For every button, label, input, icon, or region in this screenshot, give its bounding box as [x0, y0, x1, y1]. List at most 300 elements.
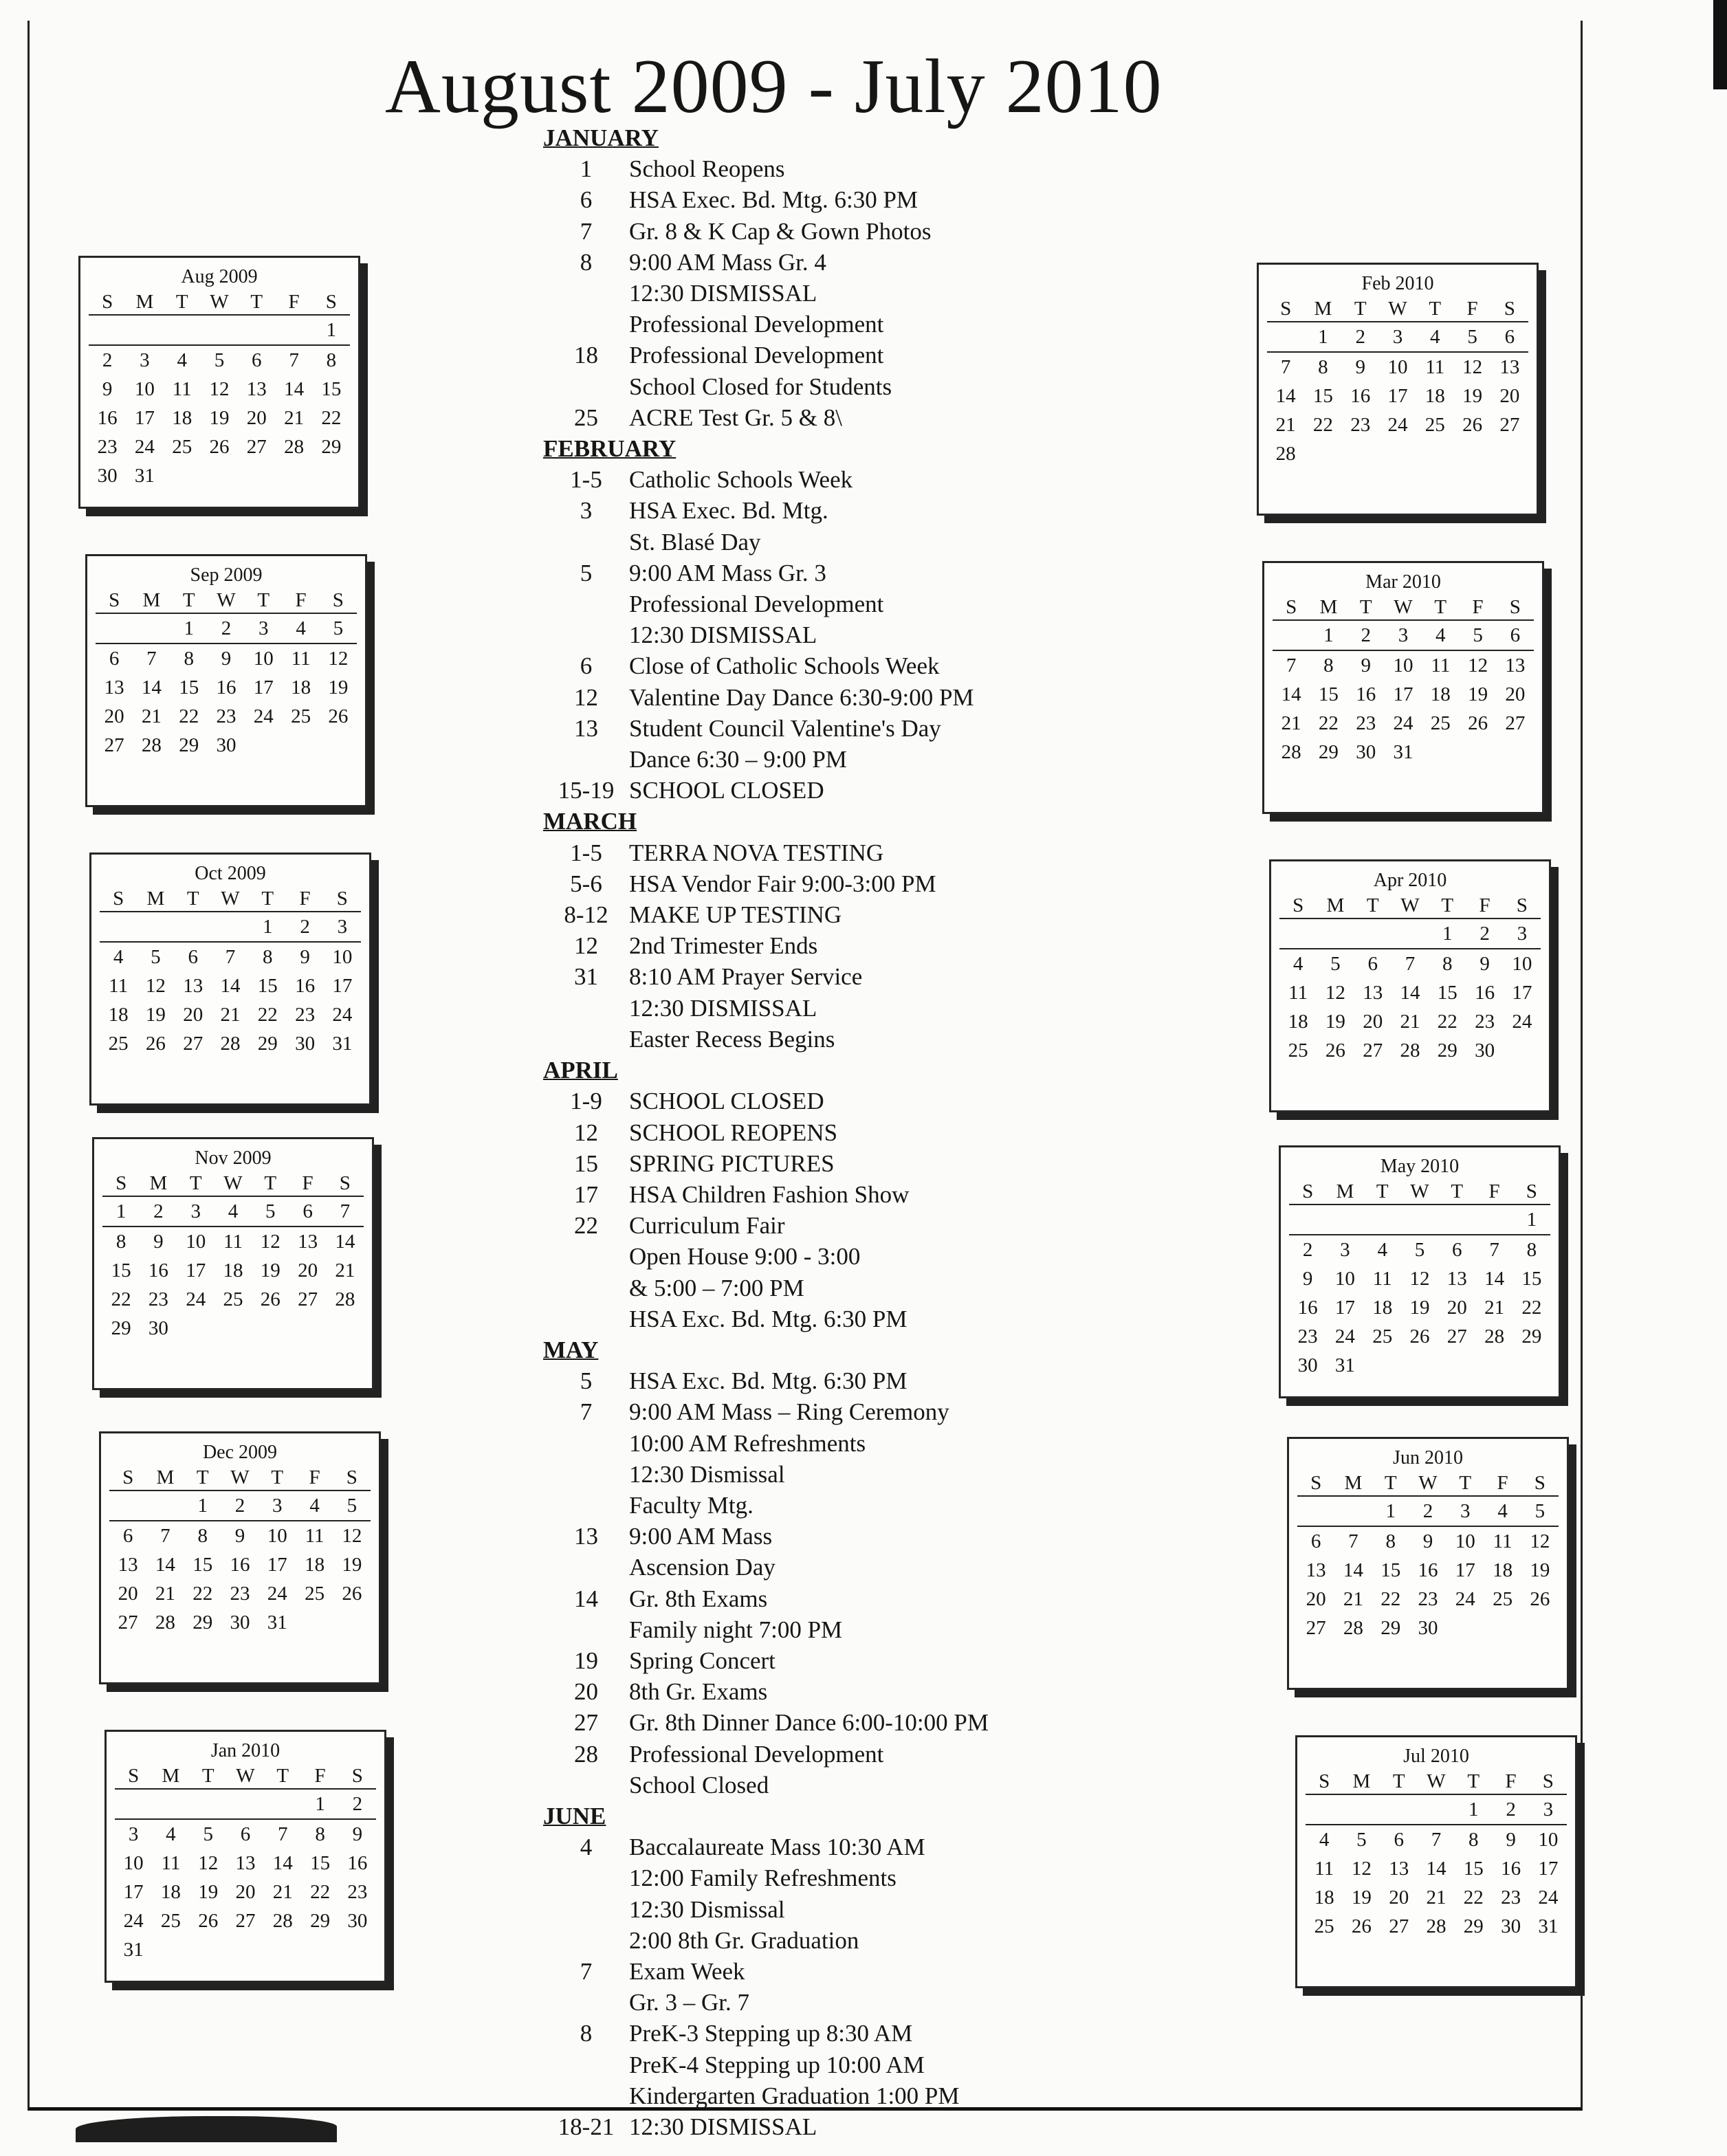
- event-text: Easter Recess Begins: [629, 1025, 835, 1053]
- day-cell: 11: [1372, 1268, 1392, 1290]
- day-cell: 3: [177, 1197, 214, 1227]
- event-text: 9:00 AM Mass: [629, 1523, 773, 1550]
- day-cell: 5: [1459, 621, 1496, 651]
- weekday-label: S: [96, 588, 133, 614]
- event-date: 6: [580, 186, 593, 214]
- day-cell: 6: [1367, 953, 1378, 975]
- weekday-label: W: [214, 1171, 252, 1197]
- day-cell: 16: [1297, 1297, 1318, 1319]
- weekday-label: S: [1273, 595, 1310, 621]
- event-item: [543, 930, 1162, 961]
- day-cell: 5: [333, 1491, 371, 1521]
- event-date: 27: [574, 1709, 598, 1737]
- day-cell: 19: [1325, 1011, 1345, 1033]
- day-cell: 18: [1314, 1886, 1334, 1908]
- day-cell: 20: [1363, 1011, 1383, 1033]
- day-cell: 6: [122, 1525, 133, 1547]
- day-cell: 8: [1318, 356, 1328, 378]
- day-cell: 24: [267, 1583, 287, 1605]
- event-date: 25: [574, 404, 598, 431]
- day-cell: 15: [192, 1554, 213, 1576]
- day-cell: 28: [284, 436, 305, 458]
- day-cell: 22: [1312, 414, 1333, 436]
- weekday-label: S: [1491, 296, 1528, 322]
- day-cell: 11: [305, 1525, 324, 1547]
- day-cell: 13: [1363, 982, 1383, 1004]
- calendar-grid: [109, 1465, 371, 1637]
- weekday-label: T: [175, 886, 212, 912]
- day-cell: 21: [335, 1260, 355, 1282]
- event-text: Open House 9:00 - 3:00: [629, 1243, 861, 1270]
- day-cell: 25: [1430, 712, 1451, 734]
- day-cell: 17: [1393, 683, 1414, 705]
- day-cell: 24: [1393, 712, 1414, 734]
- weekday-label: S: [1521, 1471, 1559, 1497]
- day-cell: 21: [1484, 1297, 1505, 1319]
- event-text: PreK-3 Stepping up 8:30 AM: [629, 2020, 913, 2047]
- day-cell: 26: [1409, 1326, 1430, 1348]
- weekday-label: T: [1364, 1179, 1401, 1205]
- day-cell: 28: [1484, 1326, 1505, 1348]
- day-cell: 20: [1505, 683, 1526, 705]
- day-cell: 10: [332, 946, 353, 968]
- day-cell: 6: [1394, 1829, 1404, 1851]
- event-text: Valentine Day Dance 6:30-9:00 PM: [629, 683, 974, 711]
- day-cell: 31: [1334, 1354, 1355, 1376]
- day-cell: 8: [1526, 1239, 1537, 1261]
- weekday-label: M: [1334, 1471, 1372, 1497]
- weekday-label: T: [249, 886, 286, 912]
- day-cell: 9: [1422, 1530, 1433, 1552]
- day-cell: 11: [1431, 654, 1451, 676]
- weekday-label: S: [1289, 1179, 1326, 1205]
- day-cell: 24: [123, 1910, 144, 1932]
- day-cell: 10: [267, 1525, 287, 1547]
- day-cell: 8: [315, 1823, 325, 1845]
- empty-day-cell: [1306, 1795, 1343, 1825]
- day-cell: 23: [1418, 1588, 1438, 1610]
- event-text: SCHOOL REOPENS: [629, 1119, 838, 1146]
- day-cell: 5: [252, 1197, 289, 1227]
- calendar-title: Feb 2010: [1361, 273, 1434, 294]
- empty-day-cell: [146, 1491, 184, 1521]
- empty-day-cell: [1273, 621, 1310, 651]
- weekday-label: F: [296, 1465, 333, 1491]
- day-cell: 30: [216, 734, 236, 756]
- event-item: [543, 184, 1162, 215]
- event-date: 6: [580, 652, 593, 680]
- weekday-label: S: [1513, 1179, 1550, 1205]
- day-cell: 30: [230, 1612, 250, 1634]
- day-cell: 26: [1530, 1588, 1550, 1610]
- weekday-label: W: [201, 289, 238, 316]
- day-cell: 25: [291, 705, 311, 727]
- day-cell: 16: [1475, 982, 1495, 1004]
- day-cell: 26: [260, 1288, 280, 1310]
- weekday-label: M: [152, 1763, 189, 1790]
- mini-calendar: [1262, 561, 1544, 814]
- weekday-label: S: [109, 1465, 146, 1491]
- calendar-title: Nov 2009: [195, 1147, 272, 1169]
- day-cell: 13: [183, 975, 204, 997]
- day-cell: 29: [111, 1317, 131, 1339]
- day-cell: 27: [1446, 1326, 1467, 1348]
- day-cell: 21: [1400, 1011, 1420, 1033]
- day-cell: 4: [166, 1823, 176, 1845]
- day-cell: 19: [1409, 1297, 1430, 1319]
- day-cell: 23: [148, 1288, 168, 1310]
- event-text: 12:30 DISMISSAL: [629, 2113, 817, 2140]
- day-cell: 5: [151, 946, 161, 968]
- day-cell: 24: [332, 1004, 353, 1026]
- day-cell: 26: [1351, 1915, 1372, 1937]
- day-cell: 2: [1348, 621, 1385, 651]
- weekday-label: T: [238, 289, 275, 316]
- day-cell: 30: [97, 465, 118, 487]
- weekday-label: S: [89, 289, 126, 316]
- day-cell: 11: [1288, 982, 1308, 1004]
- event-text: 12:30 DISMISSAL: [629, 622, 817, 649]
- day-cell: 28: [1426, 1915, 1446, 1937]
- day-cell: 7: [1348, 1530, 1358, 1552]
- event-text: Gr. 8th Exams: [629, 1585, 768, 1612]
- day-cell: 3: [128, 1823, 139, 1845]
- event-item: [543, 1832, 1162, 1956]
- empty-day-cell: [1317, 919, 1354, 949]
- event-item: [543, 1117, 1162, 1148]
- event-date: 5: [580, 1367, 593, 1395]
- event-item: [543, 899, 1162, 930]
- day-cell: 15: [1380, 1559, 1401, 1581]
- day-cell: 21: [284, 407, 305, 429]
- day-cell: 10: [253, 648, 274, 670]
- day-cell: 14: [1484, 1268, 1505, 1290]
- day-cell: 8: [263, 946, 273, 968]
- weekday-label: W: [1385, 595, 1422, 621]
- calendar-grid: [1279, 893, 1541, 1065]
- event-text: Student Council Valentine's Day: [629, 714, 941, 742]
- day-cell: 9: [153, 1231, 164, 1253]
- event-item: [543, 1956, 1162, 2018]
- day-cell: 9: [300, 946, 310, 968]
- weekday-label: T: [264, 1763, 301, 1790]
- calendar-grid: [1267, 296, 1528, 468]
- weekday-label: M: [1343, 1769, 1380, 1795]
- event-item: [543, 1645, 1162, 1676]
- event-date: 12: [574, 932, 598, 960]
- day-cell: 10: [1387, 356, 1408, 378]
- empty-day-cell: [1380, 1795, 1418, 1825]
- day-cell: 5: [1453, 322, 1490, 353]
- empty-day-cell: [1354, 919, 1392, 949]
- empty-day-cell: [1289, 1205, 1326, 1235]
- weekday-label: F: [301, 1763, 338, 1790]
- day-cell: 1: [170, 614, 208, 644]
- day-cell: 15: [1318, 683, 1339, 705]
- event-text: Faculty Mtg.: [629, 1491, 754, 1519]
- empty-day-cell: [212, 912, 249, 943]
- event-text: Professional Development: [629, 591, 884, 618]
- event-text: 2:00 8th Gr. Graduation: [629, 1926, 859, 1954]
- day-cell: 3: [1530, 1795, 1567, 1825]
- day-cell: 27: [246, 436, 267, 458]
- empty-day-cell: [264, 1790, 301, 1820]
- day-cell: 28: [272, 1910, 293, 1932]
- day-cell: 4: [214, 1197, 252, 1227]
- day-cell: 21: [141, 705, 162, 727]
- day-cell: 9: [102, 378, 113, 400]
- day-cell: 6: [1310, 1530, 1321, 1552]
- weekday-label: W: [212, 886, 249, 912]
- day-cell: 7: [278, 1823, 288, 1845]
- day-cell: 22: [1437, 1011, 1458, 1033]
- event-text: HSA Exc. Bd. Mtg. 6:30 PM: [629, 1367, 908, 1395]
- day-cell: 2: [339, 1790, 376, 1820]
- day-cell: 22: [310, 1881, 331, 1903]
- day-cell: 21: [1275, 414, 1296, 436]
- day-cell: 2: [1409, 1497, 1446, 1527]
- day-cell: 3: [324, 912, 361, 943]
- day-cell: 14: [284, 378, 305, 400]
- weekday-label: S: [1530, 1769, 1567, 1795]
- day-cell: 19: [1530, 1559, 1550, 1581]
- empty-day-cell: [227, 1790, 264, 1820]
- empty-day-cell: [1392, 919, 1429, 949]
- day-cell: 2: [102, 349, 113, 371]
- weekday-label: T: [1438, 1179, 1475, 1205]
- calendar-title: May 2010: [1380, 1156, 1460, 1177]
- day-cell: 8: [1323, 654, 1334, 676]
- day-cell: 13: [246, 378, 267, 400]
- weekday-label: M: [137, 886, 174, 912]
- day-cell: 6: [289, 1197, 326, 1227]
- day-cell: 20: [1389, 1886, 1409, 1908]
- weekday-label: T: [1416, 296, 1453, 322]
- day-cell: 1: [1372, 1497, 1409, 1527]
- empty-day-cell: [133, 614, 170, 644]
- event-date: 8-12: [564, 901, 608, 929]
- weekday-label: T: [258, 1465, 296, 1491]
- day-cell: 17: [253, 676, 274, 698]
- event-text: Catholic Schools Week: [629, 466, 853, 494]
- day-cell: 9: [352, 1823, 363, 1845]
- day-cell: 25: [1288, 1040, 1308, 1062]
- day-cell: 16: [1350, 385, 1371, 407]
- day-cell: 18: [160, 1881, 181, 1903]
- event-item: [543, 682, 1162, 713]
- day-cell: 19: [328, 676, 349, 698]
- calendar-grid: [1289, 1179, 1550, 1380]
- day-cell: 14: [155, 1554, 175, 1576]
- day-cell: 7: [146, 648, 157, 670]
- day-cell: 18: [1288, 1011, 1308, 1033]
- empty-day-cell: [1267, 322, 1304, 353]
- day-cell: 20: [235, 1881, 256, 1903]
- event-text: 12:30 Dismissal: [629, 1460, 785, 1488]
- day-cell: 20: [118, 1583, 138, 1605]
- day-cell: 12: [209, 378, 230, 400]
- day-cell: 29: [1521, 1326, 1542, 1348]
- day-cell: 13: [235, 1852, 256, 1874]
- day-cell: 29: [179, 734, 199, 756]
- day-cell: 2: [1302, 1239, 1313, 1261]
- day-cell: 27: [183, 1033, 204, 1055]
- event-date: 18-21: [558, 2113, 615, 2140]
- day-cell: 9: [1506, 1829, 1516, 1851]
- day-cell: 2: [1492, 1795, 1529, 1825]
- event-date: 5-6: [570, 870, 602, 897]
- mini-calendar: [92, 1137, 374, 1390]
- event-date: 20: [574, 1678, 598, 1706]
- day-cell: 24: [134, 436, 155, 458]
- calendar-title: Jan 2010: [210, 1740, 280, 1761]
- day-cell: 13: [118, 1554, 138, 1576]
- day-cell: 17: [267, 1554, 287, 1576]
- day-cell: 7: [1286, 654, 1297, 676]
- day-cell: 18: [1493, 1559, 1513, 1581]
- event-date: 12: [574, 683, 598, 711]
- event-date: 1-5: [570, 466, 602, 494]
- day-cell: 3: [1379, 322, 1416, 353]
- weekday-label: S: [333, 1465, 371, 1491]
- day-cell: 10: [1538, 1829, 1559, 1851]
- month-heading: MAY: [543, 1336, 599, 1363]
- calendar-title: Mar 2010: [1365, 571, 1441, 593]
- day-cell: 10: [123, 1852, 144, 1874]
- weekday-label: F: [282, 588, 319, 614]
- day-cell: 30: [347, 1910, 368, 1932]
- day-cell: 26: [1462, 414, 1483, 436]
- month-heading: FEBRUARY: [543, 435, 676, 463]
- event-item: [543, 1707, 1162, 1738]
- day-cell: 16: [295, 975, 316, 997]
- day-cell: 26: [1468, 712, 1488, 734]
- day-cell: 24: [186, 1288, 206, 1310]
- mini-calendar: [1257, 263, 1539, 516]
- event-text: SPRING PICTURES: [629, 1150, 835, 1177]
- day-cell: 28: [1343, 1617, 1363, 1639]
- calendar-grid: [1273, 595, 1534, 767]
- event-text: SCHOOL CLOSED: [629, 777, 824, 804]
- empty-day-cell: [100, 912, 137, 943]
- day-cell: 18: [305, 1554, 325, 1576]
- day-cell: 28: [335, 1288, 355, 1310]
- day-cell: 12: [145, 975, 166, 997]
- day-cell: 31: [267, 1612, 287, 1634]
- empty-day-cell: [275, 316, 312, 346]
- day-cell: 29: [1437, 1040, 1458, 1062]
- empty-day-cell: [1343, 1795, 1380, 1825]
- day-cell: 15: [179, 676, 199, 698]
- day-cell: 25: [1424, 414, 1445, 436]
- day-cell: 4: [113, 946, 124, 968]
- month-heading: JANUARY: [543, 124, 659, 151]
- day-cell: 17: [1538, 1858, 1559, 1880]
- day-cell: 16: [97, 407, 118, 429]
- day-cell: 29: [310, 1910, 331, 1932]
- event-item: [543, 1148, 1162, 1179]
- day-cell: 12: [342, 1525, 362, 1547]
- day-cell: 5: [214, 349, 225, 371]
- weekday-label: W: [1409, 1471, 1446, 1497]
- day-cell: 2: [140, 1197, 177, 1227]
- day-cell: 30: [1501, 1915, 1521, 1937]
- day-cell: 21: [1281, 712, 1301, 734]
- day-cell: 23: [295, 1004, 316, 1026]
- day-cell: 1: [184, 1491, 221, 1521]
- day-cell: 19: [209, 407, 230, 429]
- day-cell: 15: [1463, 1858, 1484, 1880]
- events-list: [543, 122, 1162, 2142]
- calendar-grid: [1297, 1471, 1559, 1642]
- event-date: 13: [574, 1523, 598, 1550]
- day-cell: 13: [1446, 1268, 1467, 1290]
- event-date: 28: [574, 1740, 598, 1768]
- day-cell: 20: [1499, 385, 1520, 407]
- event-text: Professional Development: [629, 1740, 884, 1768]
- weekday-label: F: [1466, 893, 1503, 919]
- weekday-label: F: [1459, 595, 1496, 621]
- day-cell: 19: [1462, 385, 1483, 407]
- event-text: St. Blasé Day: [629, 528, 761, 556]
- empty-day-cell: [1438, 1205, 1475, 1235]
- event-text: 9:00 AM Mass Gr. 4: [629, 248, 826, 276]
- day-cell: 11: [161, 1852, 181, 1874]
- day-cell: 3: [140, 349, 150, 371]
- empty-day-cell: [1475, 1205, 1512, 1235]
- day-cell: 7: [1489, 1239, 1499, 1261]
- event-text: Exam Week: [629, 1957, 745, 1985]
- day-cell: 1: [249, 912, 286, 943]
- weekday-label: F: [1484, 1471, 1521, 1497]
- day-cell: 21: [155, 1583, 175, 1605]
- day-cell: 5: [1521, 1497, 1559, 1527]
- day-cell: 5: [1414, 1239, 1425, 1261]
- day-cell: 12: [1409, 1268, 1430, 1290]
- event-text: 12:30 Dismissal: [629, 1895, 785, 1923]
- weekday-label: F: [1453, 296, 1490, 322]
- day-cell: 10: [1393, 654, 1414, 676]
- event-text: Curriculum Fair: [629, 1212, 785, 1240]
- empty-day-cell: [89, 316, 126, 346]
- day-cell: 4: [1422, 621, 1459, 651]
- day-cell: 28: [1400, 1040, 1420, 1062]
- day-cell: 22: [257, 1004, 278, 1026]
- day-cell: 23: [1475, 1011, 1495, 1033]
- event-text: 12:30 DISMISSAL: [629, 994, 817, 1022]
- event-item: [543, 402, 1162, 433]
- day-cell: 17: [186, 1260, 206, 1282]
- event-item: [543, 1179, 1162, 1210]
- event-text: & 5:00 – 7:00 PM: [629, 1274, 804, 1301]
- calendar-grid: [102, 1171, 364, 1343]
- weekday-label: S: [115, 1763, 152, 1790]
- day-cell: 1: [1455, 1795, 1492, 1825]
- day-cell: 1: [301, 1790, 338, 1820]
- event-text: 9:00 AM Mass Gr. 3: [629, 559, 826, 586]
- calendar-grid: [1306, 1769, 1567, 1941]
- day-cell: 1: [1310, 621, 1347, 651]
- weekday-label: S: [313, 289, 350, 316]
- day-cell: 30: [1418, 1617, 1438, 1639]
- month-heading: APRIL: [543, 1057, 618, 1084]
- day-cell: 27: [1505, 712, 1526, 734]
- weekday-label: S: [1267, 296, 1304, 322]
- event-date: 8: [580, 2020, 593, 2047]
- day-cell: 12: [1325, 982, 1345, 1004]
- event-item: [543, 1521, 1162, 1583]
- weekday-label: M: [146, 1465, 184, 1491]
